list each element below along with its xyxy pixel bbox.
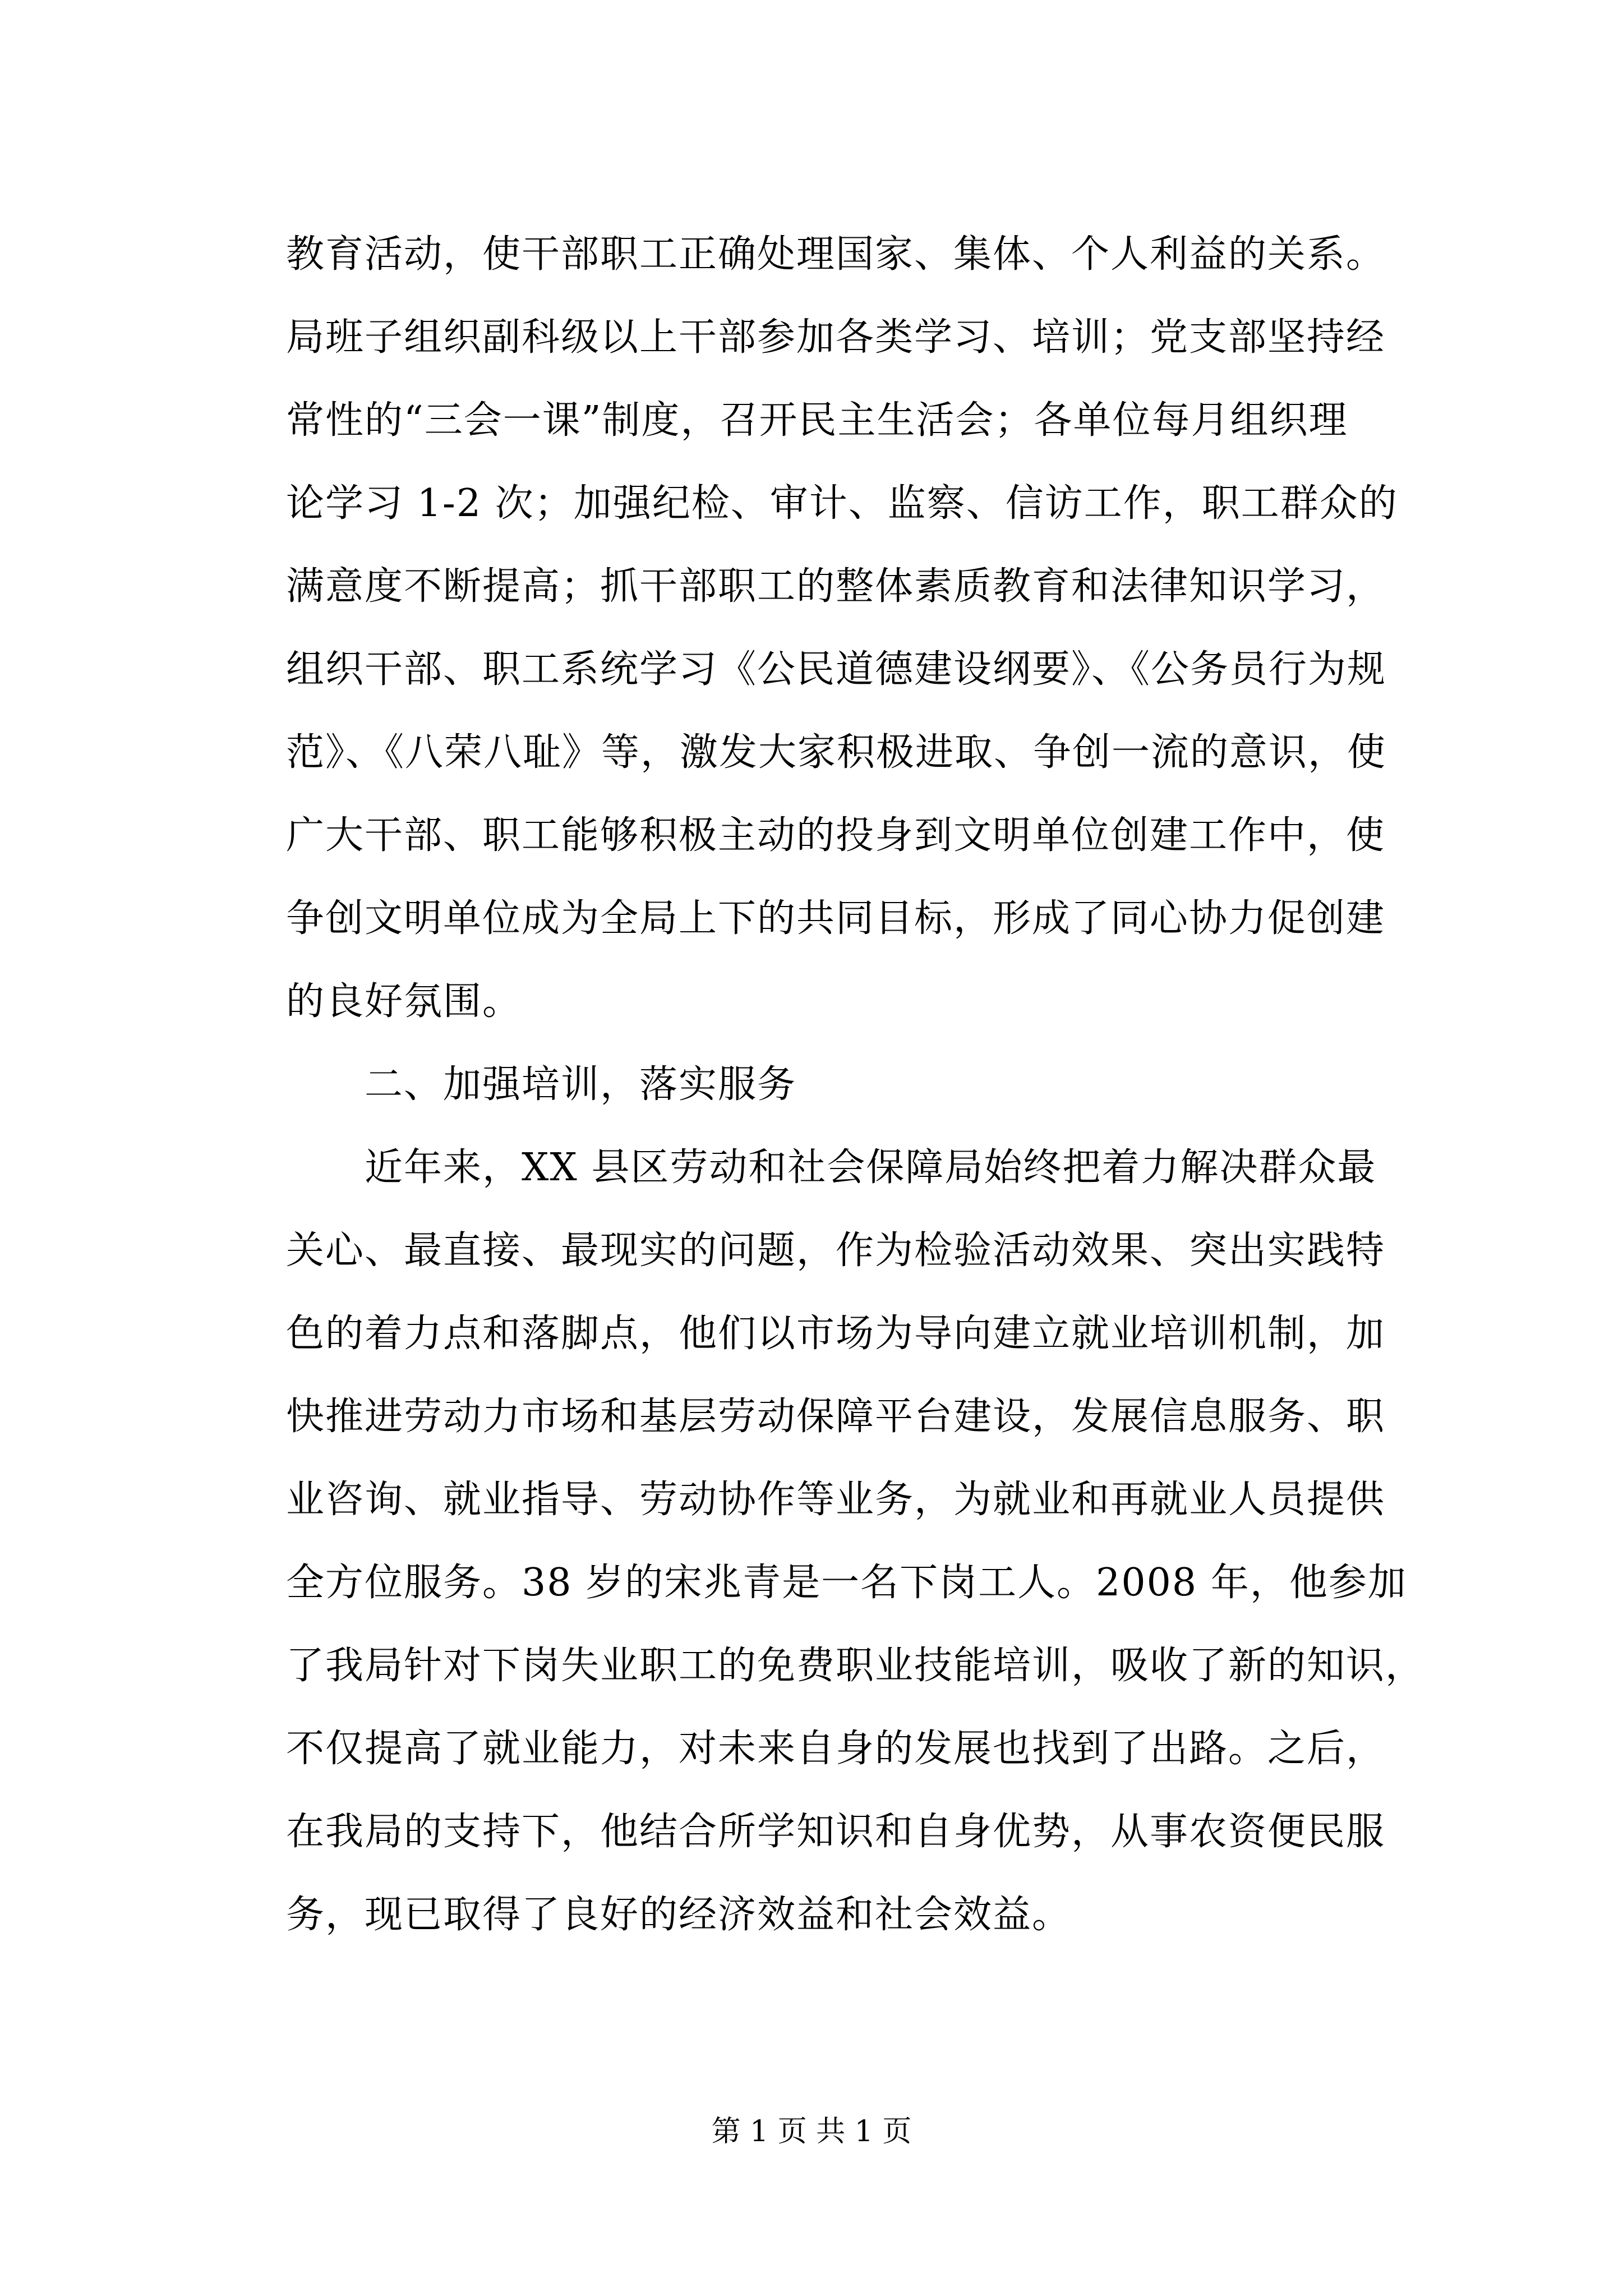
paragraph-1 xyxy=(286,213,1402,1043)
paragraph-line: 色的着力点和落脚点，他们以市场为导向建立就业培训机制，加 xyxy=(286,1312,1386,1356)
paragraph-line: 论学习 1-2 次；加强纪检、审计、监察、信访工作，职工群众的 xyxy=(286,481,1398,526)
paragraph-line: 的良好氛围。 xyxy=(286,979,522,1024)
paragraph-line: 近年来，XX 县区劳动和社会保障局始终把着力解决群众最 xyxy=(365,1145,1377,1190)
paragraph-line: 不仅提高了就业能力，对未来自身的发展也找到了出路。之后， xyxy=(286,1727,1386,1771)
paragraph-line: 常性的“三会一课”制度，召开民主生活会；各单位每月组织理 xyxy=(286,398,1348,443)
paragraph-line: 满意度不断提高；抓干部职工的整体素质教育和法律知识学习， xyxy=(286,564,1386,609)
paragraph-2 xyxy=(286,1126,1425,1957)
paragraph-line: 务，现已取得了良好的经济效益和社会效益。 xyxy=(286,1893,1072,1937)
paragraph-line: 了我局针对下岗失业职工的免费职业技能培训，吸收了新的知识， xyxy=(286,1644,1425,1688)
section-heading: 二、加强培训，落实服务 xyxy=(365,1062,797,1107)
paragraph-line: 全方位服务。38 岁的宋兆青是一名下岗工人。2008 年，他参加 xyxy=(286,1561,1407,1605)
page-footer: 第 1 页 共 1 页 xyxy=(711,2115,912,2148)
paragraph-line: 关心、最直接、最现实的问题，作为检验活动效果、突出实践特 xyxy=(286,1228,1386,1273)
paragraph-line: 广大干部、职工能够积极主动的投身到文明单位创建工作中，使 xyxy=(286,813,1386,858)
paragraph-line: 范》、《八荣八耻》等，激发大家积极进取、争创一流的意识，使 xyxy=(286,730,1387,775)
paragraph-line: 组织干部、职工系统学习《公民道德建设纲要》、《公务员行为规 xyxy=(286,647,1387,692)
paragraph-line: 业咨询、就业指导、劳动协作等业务，为就业和再就业人员提供 xyxy=(286,1478,1386,1522)
paragraph-line: 快推进劳动力市场和基层劳动保障平台建设，发展信息服务、职 xyxy=(286,1395,1386,1439)
paragraph-line: 在我局的支持下，他结合所学知识和自身优势，从事农资便民服 xyxy=(286,1810,1386,1854)
paragraph-line: 争创文明单位成为全局上下的共同目标，形成了同心协力促创建 xyxy=(286,896,1386,941)
document-body xyxy=(286,213,1425,1957)
paragraph-line: 局班子组织副科级以上干部参加各类学习、培训；党支部坚持经 xyxy=(286,315,1386,360)
paragraph-line: 教育活动，使干部职工正确处理国家、集体、个人利益的关系。 xyxy=(286,232,1386,277)
